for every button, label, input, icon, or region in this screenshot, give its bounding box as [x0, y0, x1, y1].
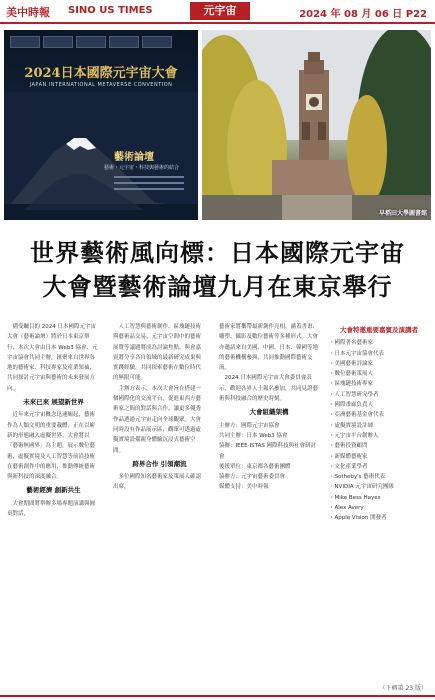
campus-scene-illustration: [202, 30, 431, 220]
organizer-list: 主辦方：國際元宇宙協會 共同主辦：日本 Web3 協會 協辦：IEEE-ISTAS 國際科技與社會研討會 後援單位：東京都各藝術團體 協辦方：元宇宙藝術委員會 媒體支持：美中時報: [219, 422, 317, 491]
guest-list: ・國際著名藝術家 ・日本元宇宙協會代表 ・美國藝術評論家 ・數位藝術策展人 ・區塊鏈技術專家 ・人工智慧研究學者 ・國際畫廊負責人 ・亞洲藝術基金會代表 ・虛擬實境設計師 ・元宇宙平台創辦人 ・藝術投資顧問 ・新媒體藝術家 ・文化產業學者: [329, 340, 385, 470]
article-column-4: [329, 322, 429, 668]
sponsor-logo: [76, 36, 106, 48]
mount-fuji-illustration: [4, 92, 198, 220]
article-column-3: [219, 322, 319, 668]
continued-notice: （下轉第 23 版）: [379, 685, 427, 692]
sponsor-logo: [10, 36, 40, 48]
brand-name-en: SINO US TIMES: [68, 5, 153, 16]
paragraph: 藝術家將攜帶最新創作亮相，涵蓋書畫、雕塑、攝影及數位藝術等多種形式。大會亦邀請來自美國、中國、日本、韓國等地的藝術機構參與，共同推動國際藝術交流。 2024 日本國際元宇宙大會委員會表示，歡迎各界人士報名參加，共同見證藝術與科技融合的歷史時刻。: [219, 324, 319, 403]
subheading: 跨界合作 引領潮流: [132, 459, 187, 468]
headline-line-2: 大會暨藝術論壇九月在東京舉行: [42, 272, 393, 301]
brand-name-cn: 美中時報: [6, 6, 50, 19]
subheading: 大會組織架構: [249, 408, 289, 417]
issue-date-page: 2024 年 08 月 06 日 P22: [299, 9, 427, 20]
subheading: 未來已來 展望新世界: [23, 398, 84, 407]
guest-list-english: ・Sotheby's 藝術代表 ・NVIDIA 元宇宙研究團隊 ・Mike Bess Hayes ・Alex Avery ・Apple Vision 開發者: [329, 474, 394, 522]
subheading: 大會特邀重要嘉賓及演講者: [340, 326, 418, 334]
sponsor-logos: [10, 36, 172, 48]
sponsor-logo: [142, 36, 172, 48]
headline-line-1: 世界藝術風向標：日本國際元宇宙: [30, 238, 405, 267]
paragraph: 近年來元宇宙概念迅速崛起，藝術作為人類文明的重要載體，正在以嶄新的形態融入虛擬世界。大會將以「藝術無國界」為主題，展示數位藝術、虛擬實境及人工智慧等前沿技術在藝術創作中的應用，推動傳統藝術與新科技的深度融合。: [7, 412, 96, 481]
poster-forum-title: 藝術論壇: [114, 152, 154, 163]
waseda-library-photo: [202, 30, 431, 220]
paragraph: 多位國際知名藝術家及策展人確認出席，: [113, 474, 202, 491]
convention-poster-image: [4, 30, 198, 220]
poster-subtitle: JAPAN INTERNATIONAL METAVERSE CONVENTION: [29, 82, 173, 88]
section-tag: 元宇宙: [190, 2, 250, 20]
paragraph: 大會期間將舉辦多場專題演講與圓桌對話，: [7, 500, 96, 518]
paragraph: 備受矚目的 2024 日本國際元宇宙大會（藝術論壇）將於日本東京舉行，本次大會由日本 Web3 協會、元宇宙協會共同主辦，匯聚來自世界各地的藝術家、科技專家及產業領袖，共同探討元宇宙與藝術的未來發展方向。: [7, 324, 98, 392]
sponsor-logo: [43, 36, 73, 48]
bottom-rule: [0, 695, 435, 697]
subheading: 藝術經濟 創新共生: [26, 486, 81, 495]
article-column-1: [7, 322, 100, 668]
poster-detail-lines: [114, 176, 184, 194]
poster-title: 2024日本國際元宇宙大會: [24, 66, 178, 81]
paragraph: 人工智慧與藝術創作、區塊鏈技術與藝術品交易、元宇宙空間中的藝術展覽等議題將成為討論焦點。與會嘉賓將分享各自領域的最新研究成果與實踐經驗，共同探索藝術在數位時代的無限可能。 主辦方表示，本次大會旨在搭建一個國際化的交流平台，促進東西方藝術家之間的對話與合作，讓更多優秀作品透過元宇宙走向全球觀眾。大會同時設有作品展示區，觀眾可透過虛擬實境設備親身體驗沉浸式藝術空間。: [113, 324, 202, 454]
masthead: [0, 0, 435, 24]
article-column-2: [113, 322, 206, 668]
headline: [0, 236, 435, 304]
photo-caption: 早稻田大學圖書館: [378, 210, 427, 217]
poster-tags: 藝術・元宇宙・科技與藝術的結合: [104, 165, 180, 171]
sponsor-logo: [109, 36, 139, 48]
